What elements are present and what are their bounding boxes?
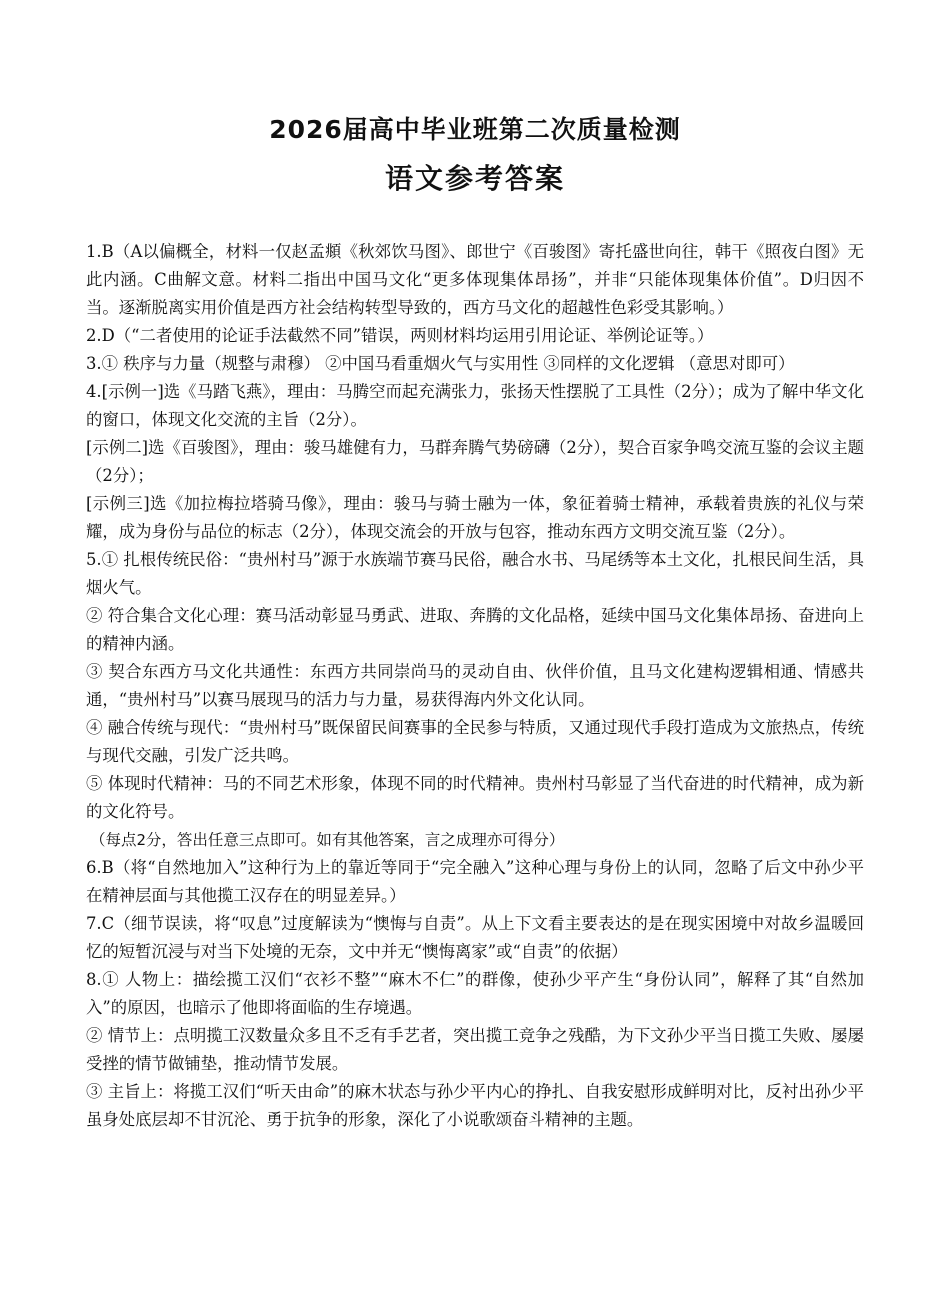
answer-8-point-2: ② 情节上：点明揽工汉数量众多且不乏有手艺者，突出揽工竞争之残酷，为下文孙少平当日揽工失败、屡屡受挫的情节做铺垫，推动情节发展。 [86,1026,864,1073]
answer-8-point-3: ③ 主旨上：将揽工汉们“听天由命”的麻木状态与孙少平内心的挣扎、自我安慰形成鲜明对比，反衬出孙少平虽身处底层却不甘沉沦、勇于抗争的形象，深化了小说歌颂奋斗精神的主题。 [86,1082,864,1129]
answer-4-example-3: [示例三]选《加拉梅拉塔骑马像》，理由：骏马与骑士融为一体，象征着骑士精神，承载着贵族的礼仪与荣耀，成为身份与品位的标志（2分），体现交流会的开放与包容，推动东西方文明交流互鉴（2分）。 [86,494,864,541]
answer-6: 6.B（将“自然地加入”这种行为上的靠近等同于“完全融入”这种心理与身份上的认同，忽略了后文中孙少平在精神层面与其他揽工汉存在的明显差异。） [86,858,864,905]
answer-2: 2.D（“二者使用的论证手法截然不同”错误，两则材料均运用引用论证、举例论证等。） [86,326,714,345]
answer-4-example-1: 4.[示例一]选《马踏飞燕》，理由：马腾空而起充满张力，张扬天性摆脱了工具性（2分）；成为了解中华文化的窗口，体现文化交流的主旨（2分）。 [86,382,864,429]
answer-5-point-3: ③ 契合东西方马文化共通性：东西方共同崇尚马的灵动自由、伙伴价值，且马文化建构逻辑相通、情感共通，“贵州村马”以赛马展现马的活力与力量，易获得海内外文化认同。 [86,662,864,709]
exam-title: 2026届高中毕业班第二次质量检测 [269,115,681,144]
scoring-note: （每点2分，答出任意三点即可。如有其他答案，言之成理亦可得分） [90,831,565,849]
answer-5-point-2: ② 符合集合文化心理：赛马活动彰显马勇武、进取、奔腾的文化品格，延续中国马文化集体昂扬、奋进向上的精神内涵。 [86,606,864,653]
answer-3: 3.① 秩序与力量（规整与肃穆） ②中国马看重烟火气与实用性 ③同样的文化逻辑 （意思对即可） [86,354,795,373]
answer-4-example-2: [示例二]选《百骏图》，理由：骏马雄健有力，马群奔腾气势磅礴（2分），契合百家争鸣交流互鉴的会议主题（2分）； [86,438,864,485]
answer-5-point-4: ④ 融合传统与现代：“贵州村马”既保留民间赛事的全民参与特质，又通过现代手段打造成为文旅热点，传统与现代交融，引发广泛共鸣。 [86,718,864,765]
answer-1: 1.B（A以偏概全，材料一仅赵孟頫《秋郊饮马图》、郎世宁《百骏图》寄托盛世向往，韩干《照夜白图》无此内涵。C曲解文意。材料二指出中国马文化“更多体现集体昂扬”，并非“只能体现集体价值”。D归因不当。逐渐脱离实用价值是西方社会结构转型导致的，西方马文化的超越性色彩受其影响。） [86,242,864,317]
answer-5-point-5: ⑤ 体现时代精神：马的不同艺术形象，体现不同的时代精神。贵州村马彰显了当代奋进的时代精神，成为新的文化符号。 [86,774,864,821]
answer-key-heading: 语文参考答案 [384,162,565,195]
answer-list [86,238,864,1134]
answer-8-point-1: 8.① 人物上：描绘揽工汉们“衣衫不整”“麻木不仁”的群像，使孙少平产生“身份认同”，解释了其“自然加入”的原因，也暗示了他即将面临的生存境遇。 [86,970,864,1017]
answer-5-point-1: 5.① 扎根传统民俗：“贵州村马”源于水族端节赛马民俗，融合水书、马尾绣等本土文化，扎根民间生活，具烟火气。 [86,550,864,597]
answer-7: 7.C（细节误读，将“叹息”过度解读为“懊悔与自责”。从上下文看主要表达的是在现实困境中对故乡温暖回忆的短暂沉浸与对当下处境的无奈，文中并无“懊悔离家”或“自责”的依据） [86,914,864,961]
